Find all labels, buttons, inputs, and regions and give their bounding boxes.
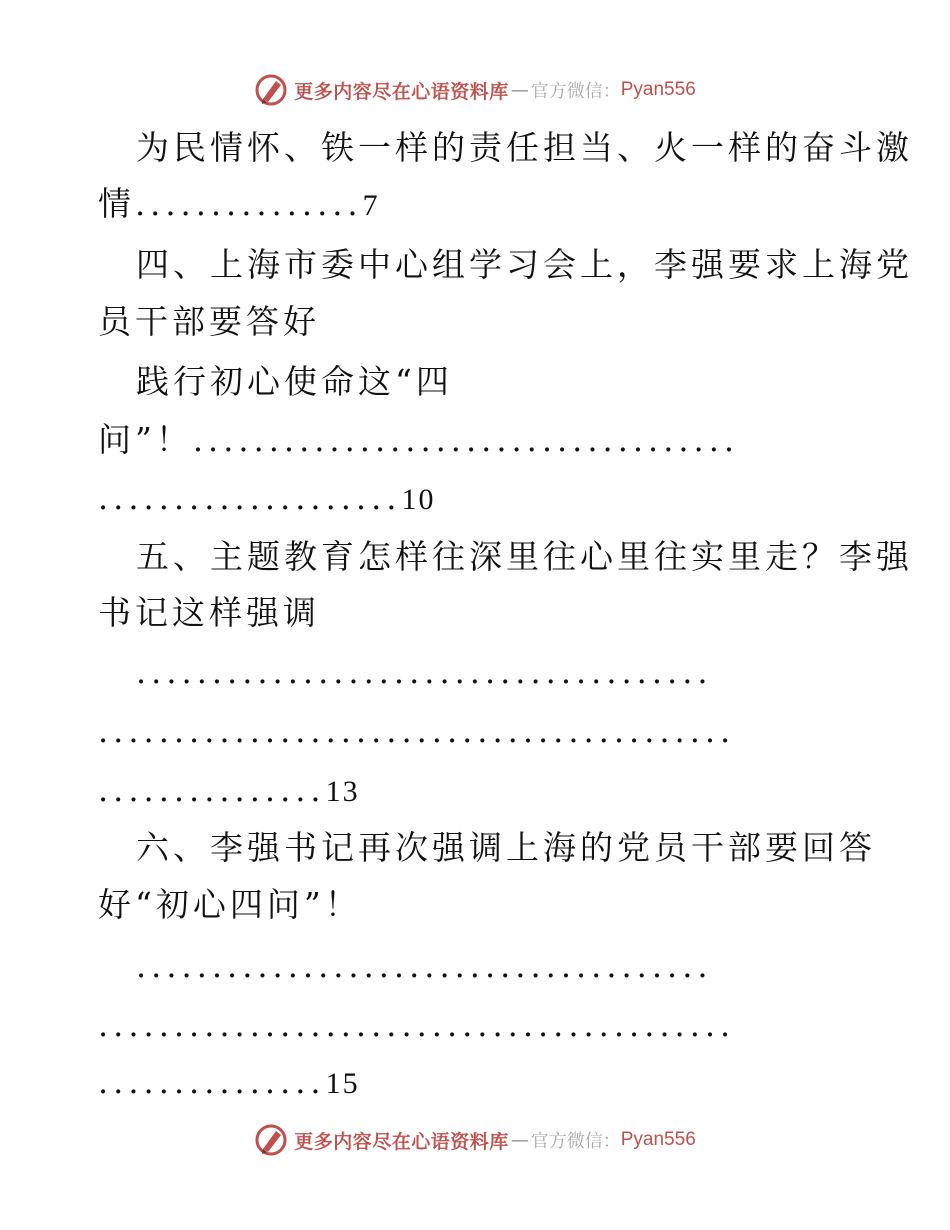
leader-dots: ...................................... bbox=[136, 947, 713, 985]
pen-logo-icon bbox=[254, 1123, 288, 1157]
wechat-label: 官方微信： bbox=[530, 81, 621, 102]
toc-entry5-line5 bbox=[98, 770, 858, 812]
toc-entry3-line2 bbox=[98, 184, 858, 226]
wechat-id: Pyan556 bbox=[620, 79, 696, 100]
leader-dots: ...................................... bbox=[136, 653, 713, 691]
leader-dots: ............... bbox=[135, 185, 363, 223]
toc-entry5-line2: 书记这样强调 bbox=[98, 593, 320, 632]
toc-entry3-text: 情 bbox=[98, 184, 135, 223]
page-number: 7 bbox=[362, 189, 380, 222]
toc-entry4-line1: 四、上海市委中心组学习会上，李强要求上海党 bbox=[136, 245, 913, 284]
toc-entry5-line1: 五、主题教育怎样往深里往心里往实里走？李强 bbox=[136, 537, 913, 576]
banner-separator: — bbox=[510, 1129, 529, 1151]
wechat-id: Pyan556 bbox=[620, 1129, 696, 1150]
banner-text: 更多内容尽在心语资料库 bbox=[294, 80, 509, 103]
toc-entry4-text: 问”！ bbox=[98, 420, 193, 459]
page-number: 15 bbox=[325, 1067, 360, 1100]
page-number: 10 bbox=[401, 483, 436, 516]
leader-dots: .......................................... bbox=[98, 1006, 736, 1044]
toc-entry6-line2: 好“初心四问”！ bbox=[98, 885, 362, 924]
page-number: 13 bbox=[325, 775, 360, 808]
toc-entry4-line3: 践行初心使命这“四 bbox=[136, 362, 453, 401]
leader-dots: ............... bbox=[98, 771, 326, 809]
leader-dots: ............... bbox=[98, 1063, 326, 1101]
wechat-label: 官方微信： bbox=[530, 1131, 621, 1152]
toc-entry4-line4 bbox=[98, 420, 858, 460]
toc-entry5-line3 bbox=[136, 652, 896, 692]
leader-dots: .................... bbox=[98, 479, 402, 517]
toc-entry4-line2: 员干部要答好 bbox=[98, 302, 320, 341]
toc-entry6-line1: 六、李强书记再次强调上海的党员干部要回答 bbox=[136, 828, 876, 867]
toc-entry6-line4 bbox=[98, 1005, 858, 1045]
toc-entry3-line1: 为民情怀、铁一样的责任担当、火一样的奋斗激 bbox=[136, 128, 913, 167]
banner-text: 更多内容尽在心语资料库 bbox=[294, 1130, 509, 1153]
banner-separator: — bbox=[510, 79, 529, 101]
toc-entry5-line4 bbox=[98, 711, 858, 751]
toc-entry6-line5 bbox=[98, 1062, 858, 1104]
leader-dots: .......................................... bbox=[98, 712, 736, 750]
footer-banner bbox=[0, 1120, 950, 1160]
toc-entry4-line5 bbox=[98, 478, 858, 520]
toc-entry6-line3 bbox=[136, 946, 896, 986]
leader-dots: .................................... bbox=[192, 421, 740, 459]
